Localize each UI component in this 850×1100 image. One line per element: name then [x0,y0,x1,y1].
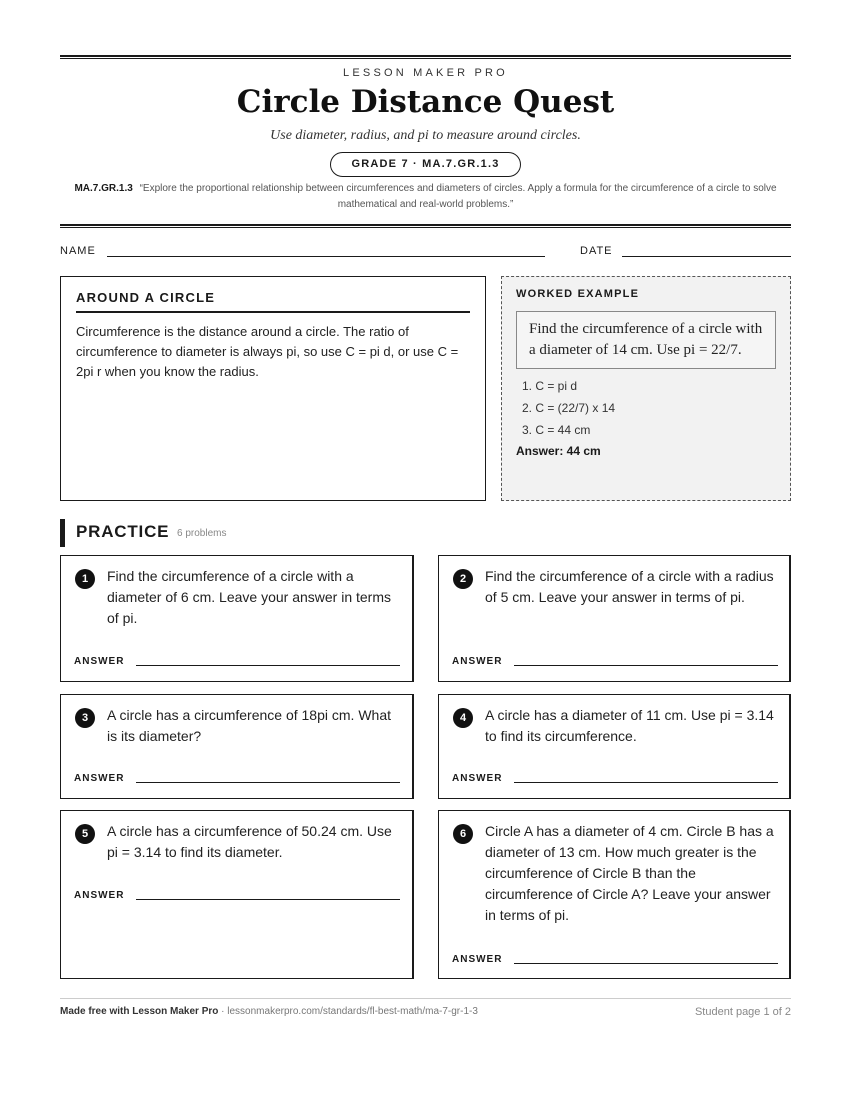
problem-card-3 [60,694,414,799]
problem-number-badge: 2 [453,569,473,589]
worked-example-step: 2. C = (22/7) x 14 [522,401,616,415]
problem-text: A circle has a circumference of 50.24 cm. Use pi = 3.14 to find its diameter. [107,823,392,860]
answer-field[interactable] [136,665,400,666]
problem-number-badge: 3 [75,708,95,728]
header-top-rule [60,55,791,59]
footer-url: · lessonmakerpro.com/standards/fl-best-math/ma-7-gr-1-3 [218,1006,478,1017]
practice-count: 6 problems [177,528,227,539]
problem-card-6 [438,810,791,979]
answer-label: ANSWER [452,656,503,667]
worked-example-title: WORKED EXAMPLE [516,288,640,300]
footer-credit [60,1006,478,1017]
problem-number-badge: 5 [75,824,95,844]
practice-heading: PRACTICE [76,522,170,541]
problem-number-badge: 1 [75,569,95,589]
problem-card-5 [60,810,414,979]
problem-text: A circle has a diameter of 11 cm. Use pi = 3.14 to find its circumference. [485,707,774,744]
problem-text: Find the circumference of a circle with a radius of 5 cm. Leave your answer in terms of pi. [485,568,774,605]
footer-made-with: Made free with Lesson Maker Pro [60,1006,219,1017]
standard-text: “Explore the proportional relationship between circumferences and diameters of circles. Apply a formula for the circumference of a circle to solve mathematical and real-world problems.” [139,183,777,210]
page-title: Circle Distance Quest [236,84,615,120]
practice-accent-bar [60,519,65,547]
worked-example-steps [516,375,776,441]
answer-field[interactable] [514,782,778,783]
worked-example-problem: Find the circumference of a circle with a diameter of 14 cm. Use pi = 22/7. [516,311,776,369]
problem-card-4 [438,694,791,799]
answer-label: ANSWER [452,773,503,784]
header-bottom-rule [60,224,791,228]
problem-text: Find the circumference of a circle with a diameter of 6 cm. Leave your answer in terms of pi. [107,568,392,626]
problem-number-badge: 6 [453,824,473,844]
brand-label: LESSON MAKER PRO [343,67,508,79]
student-info-row [60,245,791,261]
concept-title: AROUND A CIRCLE [76,290,470,313]
footer-divider [60,998,791,999]
answer-label: ANSWER [74,656,125,667]
worked-example-step: 3. C = 44 cm [522,423,591,437]
problem-card-1 [60,555,414,682]
standard-description [60,181,791,213]
worked-example-box [501,276,791,501]
problem-text: Circle A has a diameter of 4 cm. Circle B has a diameter of 13 cm. How much greater is the circumference of Circle B than the circumference of Circle A? Leave your answer in terms of pi. [485,823,774,923]
answer-field[interactable] [136,899,400,900]
answer-field[interactable] [514,963,778,964]
concept-text: Circumference is the distance around a circle. The ratio of circumference to diameter is always pi, so use C = pi d, or use C = 2pi r when you know the radius. [76,324,459,379]
worked-example-step: 1. C = pi d [522,379,578,393]
problem-number-badge: 4 [453,708,473,728]
problem-card-2 [438,555,791,682]
footer-page-label: Student page 1 of 2 [694,1006,791,1018]
date-field[interactable] [622,256,791,257]
worked-example-answer: Answer: 44 cm [516,444,601,458]
answer-label: ANSWER [452,954,503,965]
answer-field[interactable] [136,782,400,783]
grade-badge: GRADE 7 · MA.7.GR.1.3 [330,152,521,177]
name-label: NAME [60,245,96,257]
standard-code: MA.7.GR.1.3 [74,183,133,194]
concept-box [60,276,486,501]
answer-field[interactable] [514,665,778,666]
date-label: DATE [580,245,613,257]
page-subtitle: Use diameter, radius, and pi to measure around circles. [270,128,581,143]
problem-text: A circle has a circumference of 18pi cm. What is its diameter? [107,707,391,744]
answer-label: ANSWER [74,773,125,784]
answer-label: ANSWER [74,890,125,901]
name-field[interactable] [107,256,545,257]
